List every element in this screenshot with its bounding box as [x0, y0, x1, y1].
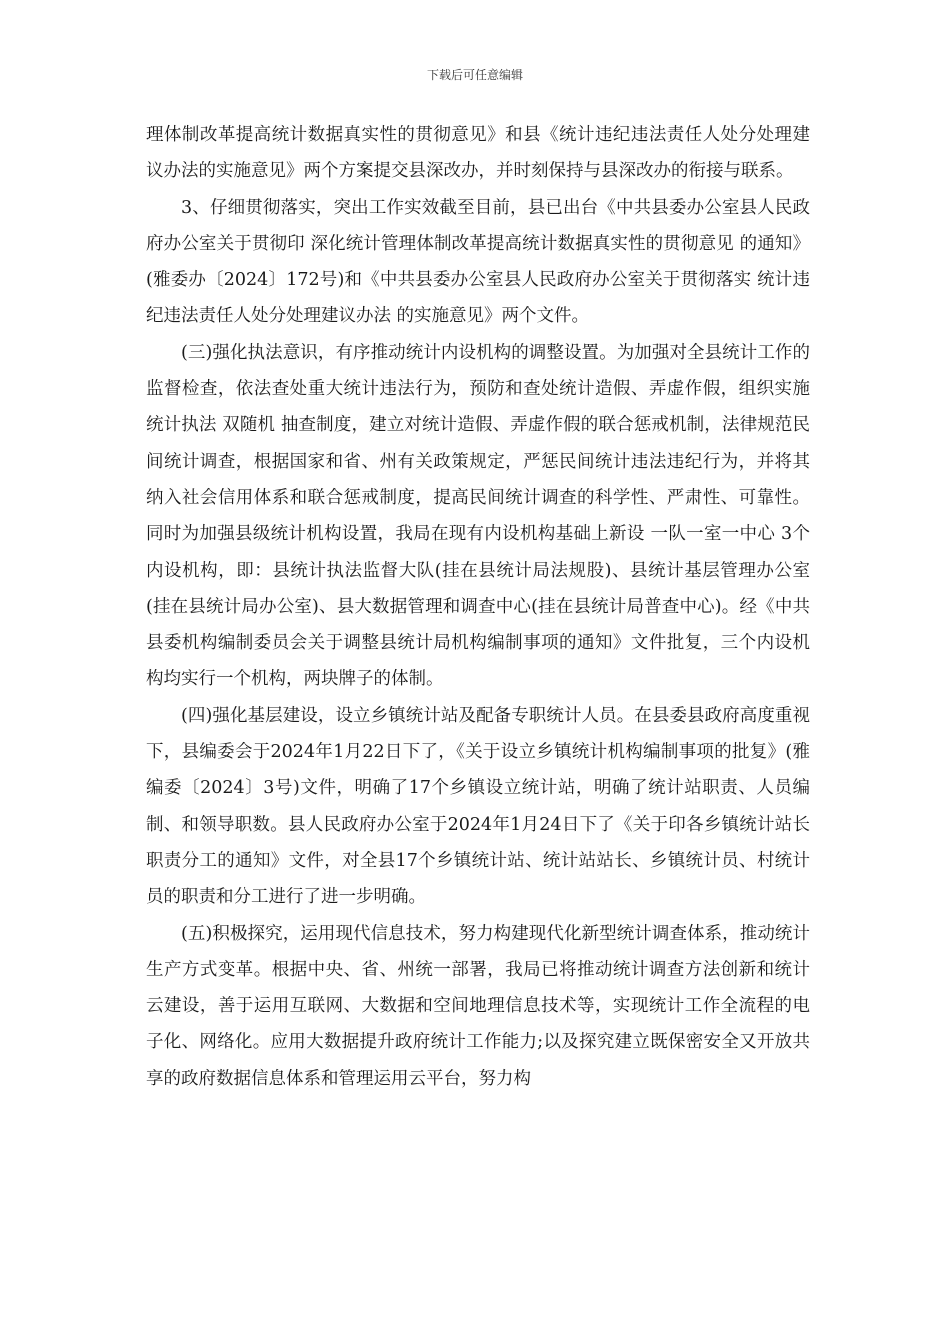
document-body [146, 117, 810, 1097]
paragraph-section-4: (四)强化基层建设，设立乡镇统计站及配备专职统计人员。在县委县政府高度重视下，县编委会于2024年1月22日下了，《关于设立乡镇统计机构编制事项的批复》(雅编委〔2024〕3号)文件，明确了17个乡镇设立统计站，明确了统计站职责、人员编制、和领导职数。县人民政府办公室于2024年1月24日下了《关于印各乡镇统计站长职责分工的通知》文件，对全县17个乡镇统计站、统计站站长、乡镇统计员、村统计员的职责和分工进行了进一步明确。 [146, 705, 810, 908]
paragraph-implementation: 3、仔细贯彻落实，突出工作实效截至目前，县已出台《中共县委办公室县人民政府办公室关于贯彻印 深化统计管理体制改革提高统计数据真实性的贯彻意见 的通知》(雅委办〔2024〕172号)和《中共县委办公室县人民政府办公室关于贯彻落实 统计违纪违法责任人处分处理建议办法 的实施意见》两个文件。 [146, 197, 810, 327]
page-header-note: 下载后可任意编辑 [426, 68, 523, 82]
paragraph-section-5: (五)积极探究，运用现代信息技术，努力构建现代化新型统计调查体系，推动统计生产方式变革。根据中央、省、州统一部署，我局已将推动统计调查方法创新和统计云建设，善于运用互联网、大数据和空间地理信息技术等，实现统计工作全流程的电子化、网络化。应用大数据提升政府统计工作能力;以及探究建立既保密安全又开放共享的政府数据信息体系和管理运用云平台，努力构 [146, 923, 810, 1089]
paragraph-continuation: 理体制改革提高统计数据真实性的贯彻意见》和县《统计违纪违法责任人处分处理建议办法的实施意见》两个方案提交县深改办，并时刻保持与县深改办的衔接与联系。 [146, 125, 810, 182]
paragraph-section-3: (三)强化执法意识，有序推动统计内设机构的调整设置。为加强对全县统计工作的监督检查，依法查处重大统计违法行为，预防和查处统计造假、弄虚作假，组织实施统计执法 双随机 抽查制度，建立对统计造假、弄虚作假的联合惩戒机制，法律规范民间统计调查，根据国家和省、州有关政策规定，严惩民间统计违法违纪行为，并将其纳入社会信用体系和联合惩戒制度，提高民间统计调查的科学性、严肃性、可靠性。同时为加强县级统计机构设置，我局在现有内设机构基础上新设 一队一室一中心 3个内设机构，即：县统计执法监督大队(挂在县统计局法规股)、县统计基层管理办公室(挂在县统计局办公室)、县大数据管理和调查中心(挂在县统计局普查中心)。经《中共县委机构编制委员会关于调整县统计局机构编制事项的通知》文件批复，三个内设机构均实行一个机构，两块牌子的体制。 [146, 342, 810, 690]
